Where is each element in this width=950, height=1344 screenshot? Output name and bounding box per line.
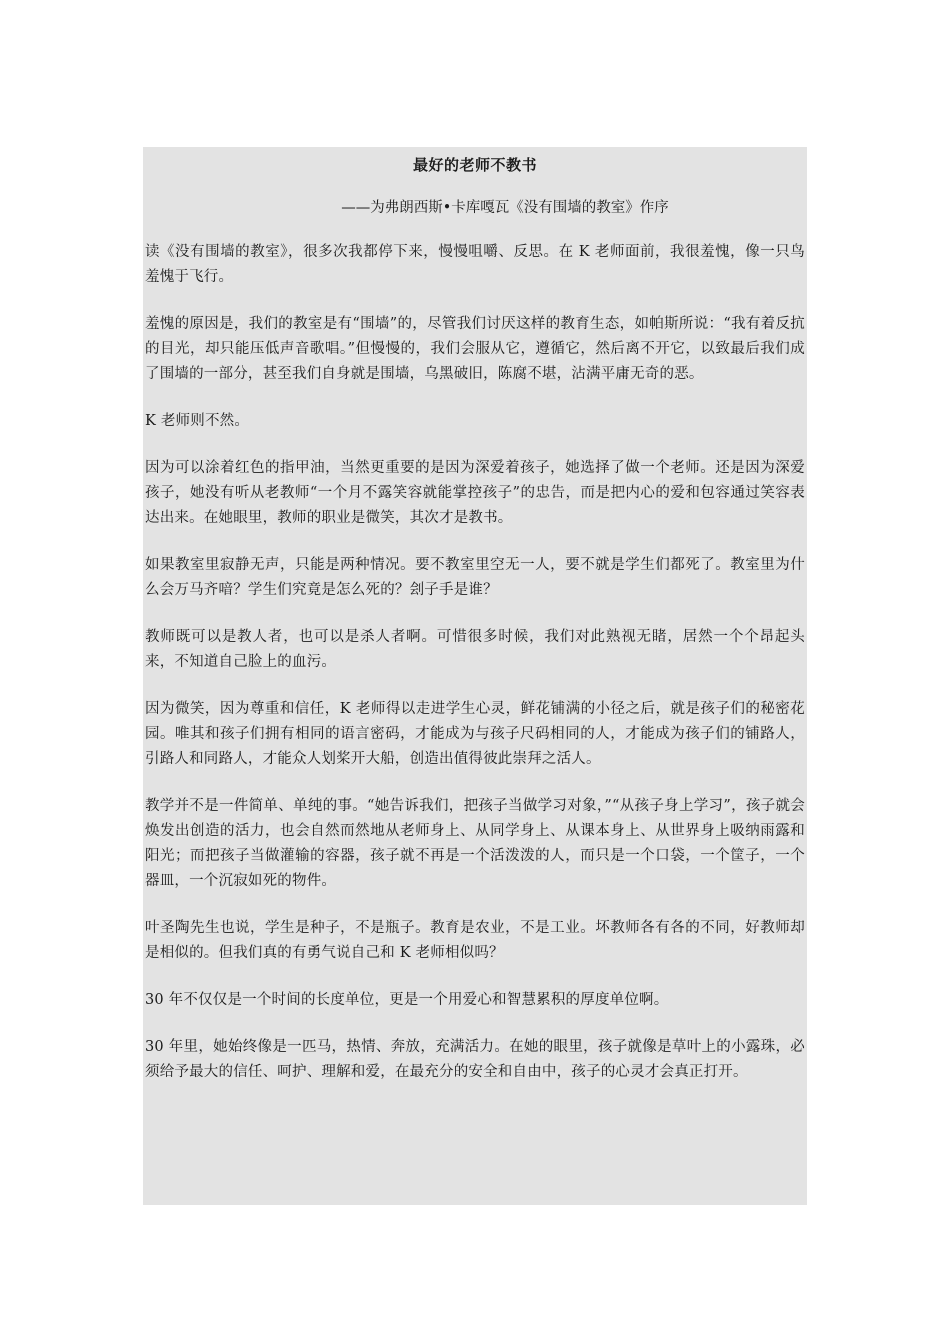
paragraph: 30 年不仅仅是一个时间的长度单位，更是一个用爱心和智慧累积的厚度单位啊。: [145, 992, 669, 1008]
paragraph: 叶圣陶先生也说，学生是种子，不是瓶子。教育是农业，不是工业。坏教师各有各的不同，好教师却是相似的。但我们真的有勇气说自己和 K 老师相似吗？: [145, 920, 805, 961]
paragraph: 如果教室里寂静无声，只能是两种情况。要不教室里空无一人，要不就是学生们都死了。教室里为什么会万马齐喑？学生们究竟是怎么死的？刽子手是谁？: [145, 557, 805, 598]
document-subtitle: ——为弗朗西斯•卡库嘎瓦《没有围墙的教室》作序: [341, 200, 669, 216]
paragraph: 教师既可以是教人者，也可以是杀人者啊。可惜很多时候，我们对此熟视无睹，居然一个个昂起头来，不知道自己脸上的血污。: [145, 629, 805, 670]
document-title: 最好的老师不教书: [412, 156, 537, 174]
paragraph: K 老师则不然。: [145, 413, 250, 429]
paragraph: 读《没有围墙的教室》，很多次我都停下来，慢慢咀嚼、反思。在 K 老师面前，我很羞愧，像一只鸟羞愧于飞行。: [145, 244, 805, 285]
paragraph: 教学并不是一件简单、单纯的事。“她告诉我们，把孩子当做学习对象，”“从孩子身上学习”，孩子就会焕发出创造的活力，也会自然而然地从老师身上、从同学身上、从课本身上、从世界身上吸纳雨露和阳光；而把孩子当做灌输的容器，孩子就不再是一个活泼泼的人，而只是一个口袋，一个筐子，一个器皿，一个沉寂如死的物件。: [145, 798, 805, 889]
document-page: [143, 147, 807, 1205]
paragraph: 因为微笑，因为尊重和信任，K 老师得以走进学生心灵，鲜花铺满的小径之后，就是孩子们的秘密花园。唯其和孩子们拥有相同的语言密码，才能成为与孩子尺码相同的人，才能成为孩子们的铺路人，引路人和同路人，才能众人划桨开大船，创造出值得彼此崇拜之活人。: [145, 701, 805, 767]
paragraph: 羞愧的原因是，我们的教室是有“围墙”的，尽管我们讨厌这样的教育生态，如帕斯所说：“我有着反抗的目光，却只能压低声音歌唱。”但慢慢的，我们会服从它，遵循它，然后离不开它，以致最后我们成了围墙的一部分，甚至我们自身就是围墙，乌黑破旧，陈腐不堪，沾满平庸无奇的恶。: [145, 316, 805, 382]
document-body: [145, 240, 805, 1085]
paragraph: 因为可以涂着红色的指甲油，当然更重要的是因为深爱着孩子，她选择了做一个老师。还是因为深爱孩子，她没有听从老教师“一个月不露笑容就能掌控孩子”的忠告，而是把内心的爱和包容通过笑容表达出来。在她眼里，教师的职业是微笑，其次才是教书。: [145, 460, 805, 526]
paragraph: 30 年里，她始终像是一匹马，热情、奔放，充满活力。在她的眼里，孩子就像是草叶上的小露珠，必须给予最大的信任、呵护、理解和爱，在最充分的安全和自由中，孩子的心灵才会真正打开。: [145, 1039, 805, 1080]
